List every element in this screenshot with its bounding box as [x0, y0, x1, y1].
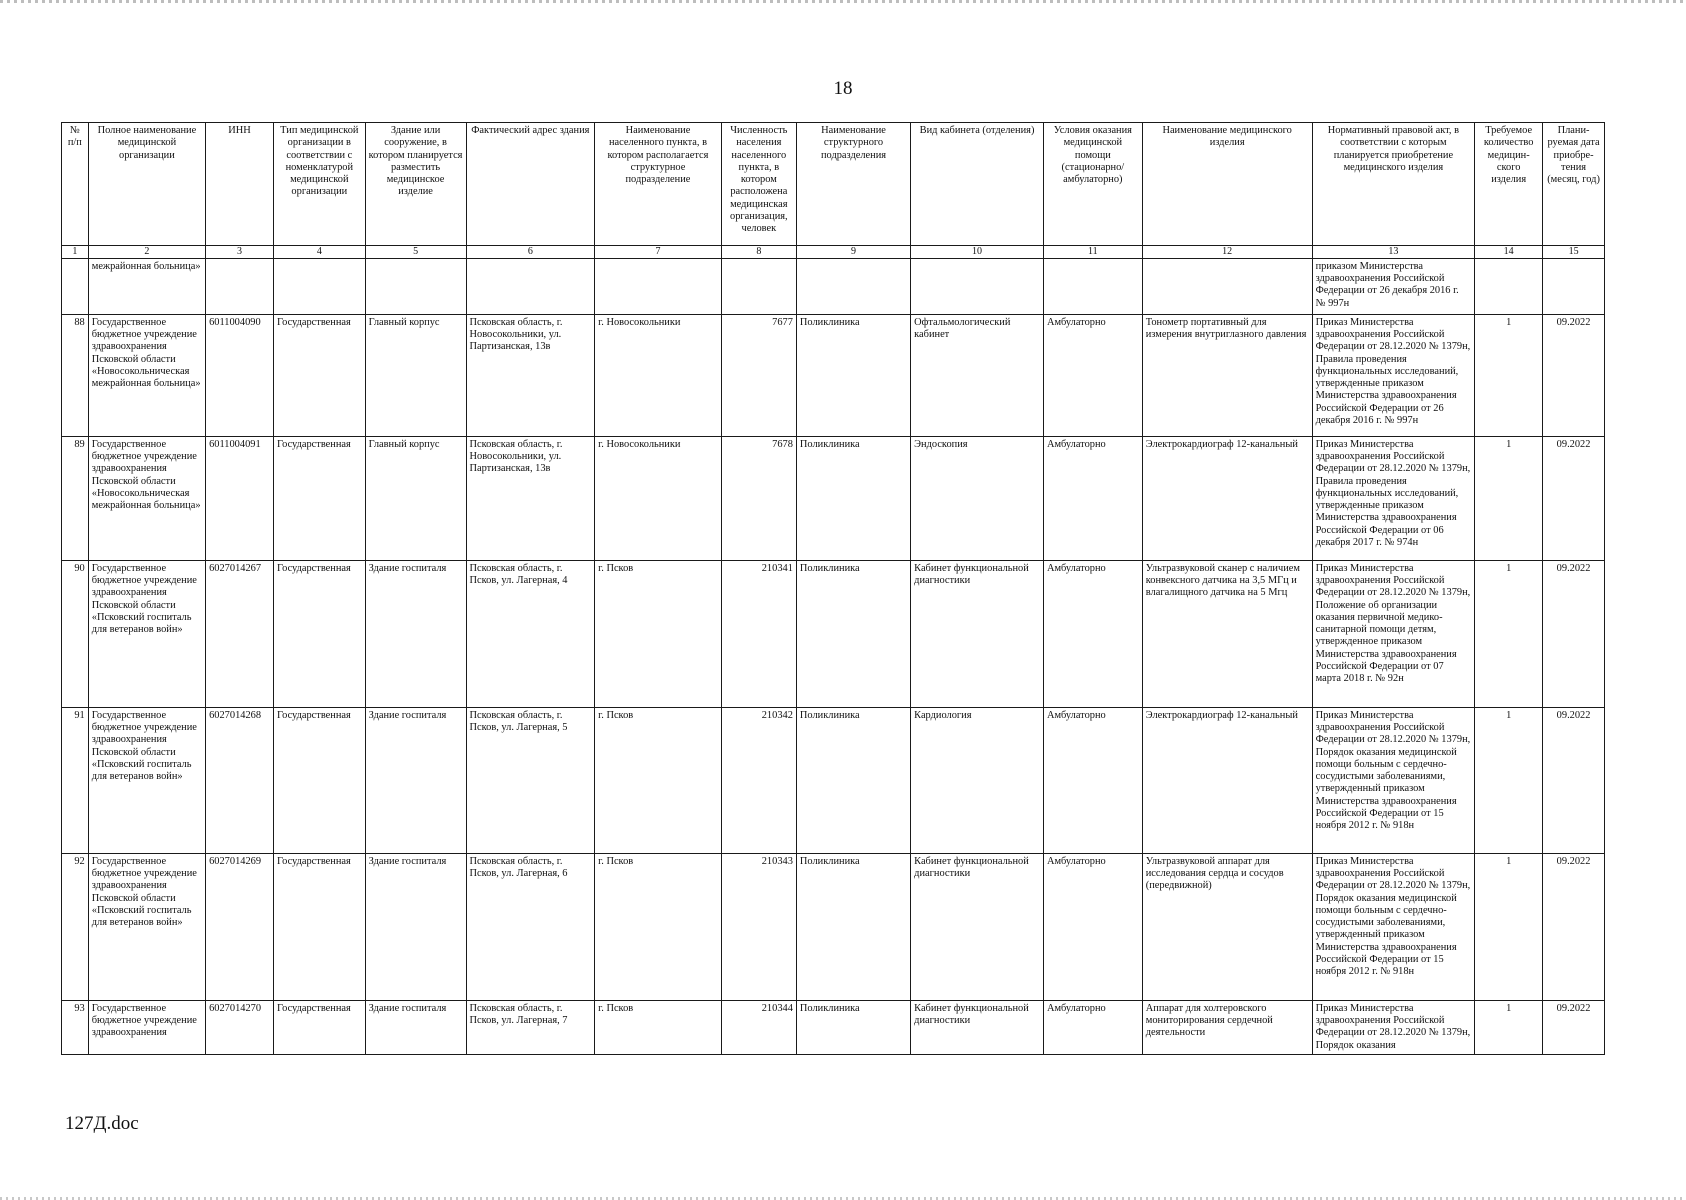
header-cell: № п/п	[62, 123, 89, 246]
cell-act: Приказ Министерства здравоохранения Российской Федерации от 28.12.2020 № 1379н, Правила проведения функциональных исследований, утвержденные приказом Министерства здравоохранения Российской Федерации от 06 декабря 2017 г. № 974н	[1312, 436, 1475, 560]
cell-conditions: Амбулаторно	[1043, 560, 1142, 707]
header-cell: Условия оказания медицинской помощи (стационарно/ амбулаторно)	[1043, 123, 1142, 246]
header-cell: Требуемое количество медицин-ского изделия	[1475, 123, 1543, 246]
column-number: 5	[365, 246, 466, 259]
cell-num: 90	[62, 560, 89, 707]
cell-conditions: Амбулаторно	[1043, 1000, 1142, 1054]
cell-inn	[206, 258, 274, 314]
cell-address	[466, 258, 595, 314]
cell-device: Ультразвуковой сканер с наличием конвексного датчика на 3,5 МГц и влагалищного датчика на 5 Мгц	[1142, 560, 1312, 707]
cell-building: Здание госпиталя	[365, 707, 466, 853]
header-cell: Плани-руемая дата приобре-тения (месяц, год)	[1543, 123, 1605, 246]
cell-address: Псковская область, г. Псков, ул. Лагерная, 7	[466, 1000, 595, 1054]
cell-act: Приказ Министерства здравоохранения Российской Федерации от 28.12.2020 № 1379н, Порядок оказания	[1312, 1000, 1475, 1054]
cell-act: Приказ Министерства здравоохранения Российской Федерации от 28.12.2020 № 1379н, Порядок оказания медицинской помощи больным с сердечно-сосудистыми заболеваниями, утвержденный приказом Министерства здравоохранения Российской Федерации от 15 ноября 2012 г. № 918н	[1312, 853, 1475, 1000]
cell-device: Электрокардиограф 12-канальный	[1142, 707, 1312, 853]
table-row	[62, 853, 1605, 1000]
cell-cabinet: Кабинет функциональной диагностики	[911, 853, 1044, 1000]
cell-qty: 1	[1475, 1000, 1543, 1054]
cell-locality: г. Псков	[595, 560, 722, 707]
header-cell: Нормативный правовой акт, в соответствии с которым планируется приобретение медицинского изделия	[1312, 123, 1475, 246]
cell-conditions: Амбулаторно	[1043, 314, 1142, 436]
cell-cabinet: Кабинет функциональной диагностики	[911, 1000, 1044, 1054]
cell-building: Главный корпус	[365, 314, 466, 436]
header-row	[62, 123, 1605, 246]
table-row	[62, 436, 1605, 560]
cell-inn: 6027014270	[206, 1000, 274, 1054]
cell-device: Аппарат для холтеровского мониторирования сердечной деятельности	[1142, 1000, 1312, 1054]
cell-cabinet: Эндоскопия	[911, 436, 1044, 560]
cell-type: Государственная	[274, 560, 366, 707]
cell-unit: Поликлиника	[796, 1000, 910, 1054]
cell-device: Тонометр портативный для измерения внутриглазного давления	[1142, 314, 1312, 436]
continuation-row	[62, 258, 1605, 314]
cell-date: 09.2022	[1543, 314, 1605, 436]
column-number: 4	[274, 246, 366, 259]
cell-conditions: Амбулаторно	[1043, 853, 1142, 1000]
header-cell: ИНН	[206, 123, 274, 246]
column-number: 6	[466, 246, 595, 259]
cell-locality: г. Псков	[595, 853, 722, 1000]
cell-org: Государственное бюджетное учреждение здравоохранения	[88, 1000, 205, 1054]
cell-org: Государственное бюджетное учреждение здравоохранения Псковской области «Псковский госпиталь для ветеранов войн»	[88, 560, 205, 707]
cell-building: Главный корпус	[365, 436, 466, 560]
cell-org: Государственное бюджетное учреждение здравоохранения Псковской области «Псковский госпиталь для ветеранов войн»	[88, 853, 205, 1000]
cell-unit: Поликлиника	[796, 707, 910, 853]
column-number: 1	[62, 246, 89, 259]
scan-edge-top	[0, 0, 1686, 3]
equipment-register-table	[61, 122, 1605, 1055]
cell-device	[1142, 258, 1312, 314]
cell-inn: 6011004091	[206, 436, 274, 560]
cell-date	[1543, 258, 1605, 314]
cell-address: Псковская область, г. Псков, ул. Лагерная, 5	[466, 707, 595, 853]
column-number-row	[62, 246, 1605, 259]
cell-address: Псковская область, г. Новосокольники, ул. Партизанская, 13в	[466, 314, 595, 436]
cell-cabinet: Кардиология	[911, 707, 1044, 853]
cell-org: межрайонная больница»	[88, 258, 205, 314]
page-number: 18	[833, 78, 853, 99]
cell-date: 09.2022	[1543, 1000, 1605, 1054]
column-number: 12	[1142, 246, 1312, 259]
column-number: 2	[88, 246, 205, 259]
cell-org: Государственное бюджетное учреждение здравоохранения Псковской области «Новосокольническая межрайонная больница»	[88, 436, 205, 560]
cell-num: 88	[62, 314, 89, 436]
header-cell: Вид кабинета (отделения)	[911, 123, 1044, 246]
column-number: 15	[1543, 246, 1605, 259]
cell-qty: 1	[1475, 436, 1543, 560]
cell-act: приказом Министерства здравоохранения Российской Федерации от 26 декабря 2016 г. № 997н	[1312, 258, 1475, 314]
cell-conditions	[1043, 258, 1142, 314]
header-cell: Полное наименование медицинской организации	[88, 123, 205, 246]
cell-type: Государственная	[274, 436, 366, 560]
column-number: 8	[721, 246, 796, 259]
cell-org: Государственное бюджетное учреждение здравоохранения Псковской области «Новосокольническая межрайонная больница»	[88, 314, 205, 436]
cell-population: 210343	[721, 853, 796, 1000]
cell-date: 09.2022	[1543, 707, 1605, 853]
cell-building: Здание госпиталя	[365, 1000, 466, 1054]
cell-date: 09.2022	[1543, 436, 1605, 560]
cell-address: Псковская область, г. Псков, ул. Лагерная, 4	[466, 560, 595, 707]
cell-type: Государственная	[274, 1000, 366, 1054]
cell-locality	[595, 258, 722, 314]
cell-num: 91	[62, 707, 89, 853]
cell-date: 09.2022	[1543, 853, 1605, 1000]
cell-unit: Поликлиника	[796, 853, 910, 1000]
column-number: 14	[1475, 246, 1543, 259]
cell-unit: Поликлиника	[796, 560, 910, 707]
column-number: 11	[1043, 246, 1142, 259]
cell-population: 210341	[721, 560, 796, 707]
cell-qty: 1	[1475, 560, 1543, 707]
header-cell: Наименование структурного подразделения	[796, 123, 910, 246]
cell-unit: Поликлиника	[796, 436, 910, 560]
cell-unit	[796, 258, 910, 314]
table-row	[62, 1000, 1605, 1054]
column-number: 13	[1312, 246, 1475, 259]
cell-qty: 1	[1475, 314, 1543, 436]
cell-num	[62, 258, 89, 314]
cell-num: 93	[62, 1000, 89, 1054]
cell-population: 210342	[721, 707, 796, 853]
cell-num: 92	[62, 853, 89, 1000]
cell-type: Государственная	[274, 707, 366, 853]
table-row	[62, 707, 1605, 853]
cell-population: 7678	[721, 436, 796, 560]
column-number: 10	[911, 246, 1044, 259]
cell-building: Здание госпиталя	[365, 853, 466, 1000]
cell-date: 09.2022	[1543, 560, 1605, 707]
cell-building	[365, 258, 466, 314]
column-number: 3	[206, 246, 274, 259]
cell-building: Здание госпиталя	[365, 560, 466, 707]
cell-conditions: Амбулаторно	[1043, 707, 1142, 853]
cell-org: Государственное бюджетное учреждение здравоохранения Псковской области «Псковский госпиталь для ветеранов войн»	[88, 707, 205, 853]
cell-address: Псковская область, г. Новосокольники, ул. Партизанская, 13в	[466, 436, 595, 560]
cell-qty	[1475, 258, 1543, 314]
cell-locality: г. Псков	[595, 1000, 722, 1054]
cell-type: Государственная	[274, 314, 366, 436]
data-rows	[62, 314, 1605, 1054]
column-number: 7	[595, 246, 722, 259]
cell-inn: 6027014267	[206, 560, 274, 707]
header-cell: Наименование медицинского изделия	[1142, 123, 1312, 246]
header-cell: Здание или сооружение, в котором планируется разместить медицинское изделие	[365, 123, 466, 246]
header-cell: Фактический адрес здания	[466, 123, 595, 246]
cell-type: Государственная	[274, 853, 366, 1000]
cell-population: 7677	[721, 314, 796, 436]
cell-act: Приказ Министерства здравоохранения Российской Федерации от 28.12.2020 № 1379н, Порядок оказания медицинской помощи больным с сердечно-сосудистыми заболеваниями, утвержденный приказом Министерства здравоохранения Российской Федерации от 15 ноября 2012 г. № 918н	[1312, 707, 1475, 853]
cell-device: Электрокардиограф 12-канальный	[1142, 436, 1312, 560]
cell-inn: 6027014268	[206, 707, 274, 853]
cell-device: Ультразвуковой аппарат для исследования сердца и сосудов (передвижной)	[1142, 853, 1312, 1000]
cell-population: 210344	[721, 1000, 796, 1054]
cell-inn: 6027014269	[206, 853, 274, 1000]
cell-inn: 6011004090	[206, 314, 274, 436]
cell-act: Приказ Министерства здравоохранения Российской Федерации от 28.12.2020 № 1379н, Положение об организации оказания первичной медико-санитарной помощи детям, утвержденное приказом Министерства здравоохранения Российской Федерации от 07 марта 2018 г. № 92н	[1312, 560, 1475, 707]
cell-cabinet: Кабинет функциональной диагностики	[911, 560, 1044, 707]
header-cell: Тип медицинской организации в соответствии с номенклатурой медицинской организации	[274, 123, 366, 246]
column-number: 9	[796, 246, 910, 259]
cell-population	[721, 258, 796, 314]
cell-cabinet: Офтальмологический кабинет	[911, 314, 1044, 436]
cell-unit: Поликлиника	[796, 314, 910, 436]
cell-act: Приказ Министерства здравоохранения Российской Федерации от 28.12.2020 № 1379н, Правила проведения функциональных исследований, утвержденные приказом Министерства здравоохранения Российской Федерации от 26 декабря 2016 г. № 997н	[1312, 314, 1475, 436]
table-row	[62, 314, 1605, 436]
table-row	[62, 560, 1605, 707]
cell-address: Псковская область, г. Псков, ул. Лагерная, 6	[466, 853, 595, 1000]
cell-locality: г. Новосокольники	[595, 436, 722, 560]
header-cell: Наименование населенного пункта, в котором располагается структурное подразделение	[595, 123, 722, 246]
cell-num: 89	[62, 436, 89, 560]
cell-type	[274, 258, 366, 314]
cell-qty: 1	[1475, 707, 1543, 853]
cell-locality: г. Псков	[595, 707, 722, 853]
cell-qty: 1	[1475, 853, 1543, 1000]
cell-conditions: Амбулаторно	[1043, 436, 1142, 560]
footer-file-name: 127Д.doc	[65, 1113, 139, 1134]
cell-locality: г. Новосокольники	[595, 314, 722, 436]
header-cell: Численность населения населенного пункта, в котором расположена медицинская организация, человек	[721, 123, 796, 246]
cell-cabinet	[911, 258, 1044, 314]
